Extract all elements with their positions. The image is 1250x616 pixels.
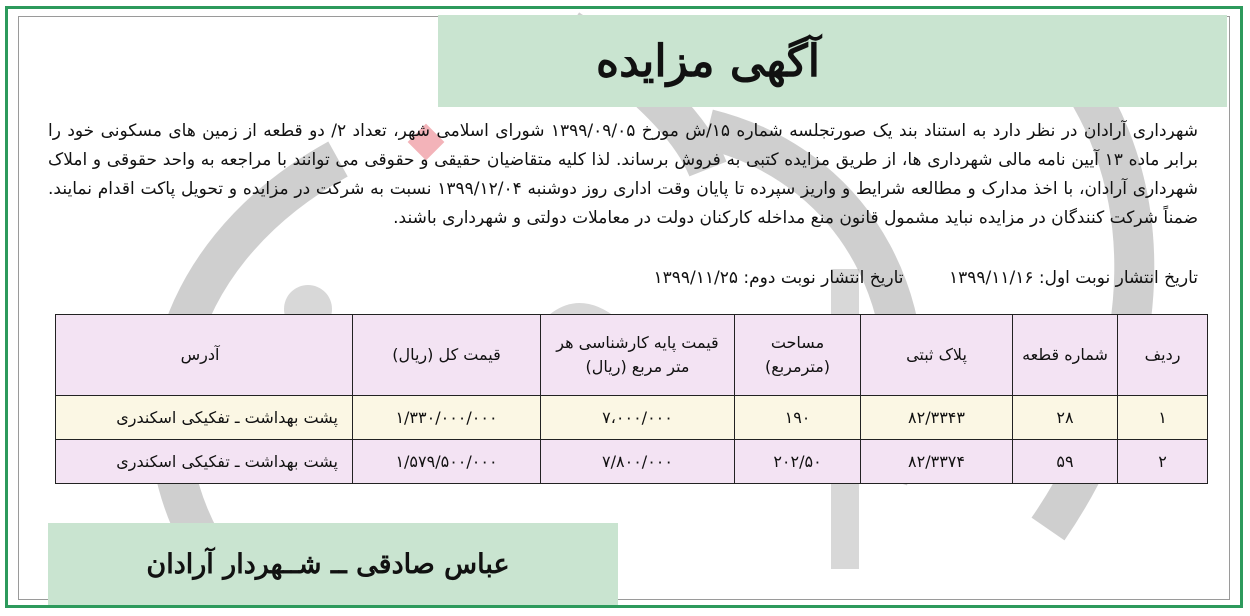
header-row-no: ردیف (1118, 315, 1208, 396)
header-plate: پلاک ثبتی (861, 315, 1013, 396)
header-base-price: قیمت پایه کارشناسی هر متر مربع (ریال) (541, 315, 735, 396)
cell-row-no: ۱ (1118, 396, 1208, 440)
table-row (56, 440, 1208, 484)
table-row (56, 396, 1208, 440)
signature: عباس صادقی ــ شــهردار آرادان (146, 549, 510, 580)
cell-parcel-no: ۵۹ (1013, 440, 1118, 484)
notice-title: آگهی مزایده (596, 36, 820, 87)
cell-plate: ۸۲/۳۳۴۳ (861, 396, 1013, 440)
cell-plate: ۸۲/۳۳۷۴ (861, 440, 1013, 484)
header-parcel-no: شماره قطعه (1013, 315, 1118, 396)
header-total-price: قیمت کل (ریال) (353, 315, 541, 396)
cell-base-price: ۷،۰۰۰/۰۰۰ (541, 396, 735, 440)
cell-base-price: ۷/۸۰۰/۰۰۰ (541, 440, 735, 484)
auction-table (55, 314, 1207, 484)
header-area: مساحت (مترمربع) (735, 315, 861, 396)
notice-frame (5, 6, 1243, 608)
notice-body: شهرداری آرادان در نظر دارد به استناد بند یک صورتجلسه شماره ۱۵/ش مورخ ۱۳۹۹/۰۹/۰۵ شورای اسلامی شهر، تعداد ۲/ دو قطعه از زمین های مسکونی خود را برابر ماده ۱۳ آیین نامه مالی شهرداری ها، از طریق مزایده کتبی به فروش برساند. لذا کلیه متقاضیان حقیقی و حقوقی می توانند با مراجعه به واحد حقوقی و املاک شهرداری آرادان، با اخذ مدارک و مطالعه شرایط و واریز سپرده تا پایان وقت اداری روز دوشنبه ۱۳۹۹/۱۲/۰۴ نسبت به شرکت در مزایده و تحویل پاکت اقدام نمایند. ضمناً شرکت کنندگان در مزایده نباید مشمول قانون منع مداخله کارکنان دولت در معاملات دولتی و شهرداری باشند. (48, 121, 1199, 228)
table-header-row (56, 315, 1208, 396)
first-publish-date: تاریخ انتشار نوبت اول: ۱۳۹۹/۱۱/۱۶ (948, 268, 1198, 288)
cell-total-price: ۱/۳۳۰/۰۰۰/۰۰۰ (353, 396, 541, 440)
cell-address: پشت بهداشت ـ تفکیکی اسکندری (56, 396, 353, 440)
cell-address: پشت بهداشت ـ تفکیکی اسکندری (56, 440, 353, 484)
second-publish-date: تاریخ انتشار نوبت دوم: ۱۳۹۹/۱۱/۲۵ (653, 268, 904, 288)
header-address: آدرس (56, 315, 353, 396)
cell-area: ۱۹۰ (735, 396, 861, 440)
cell-parcel-no: ۲۸ (1013, 396, 1118, 440)
publish-dates (48, 265, 1198, 291)
cell-area: ۲۰۲/۵۰ (735, 440, 861, 484)
cell-row-no: ۲ (1118, 440, 1208, 484)
cell-total-price: ۱/۵۷۹/۵۰۰/۰۰۰ (353, 440, 541, 484)
